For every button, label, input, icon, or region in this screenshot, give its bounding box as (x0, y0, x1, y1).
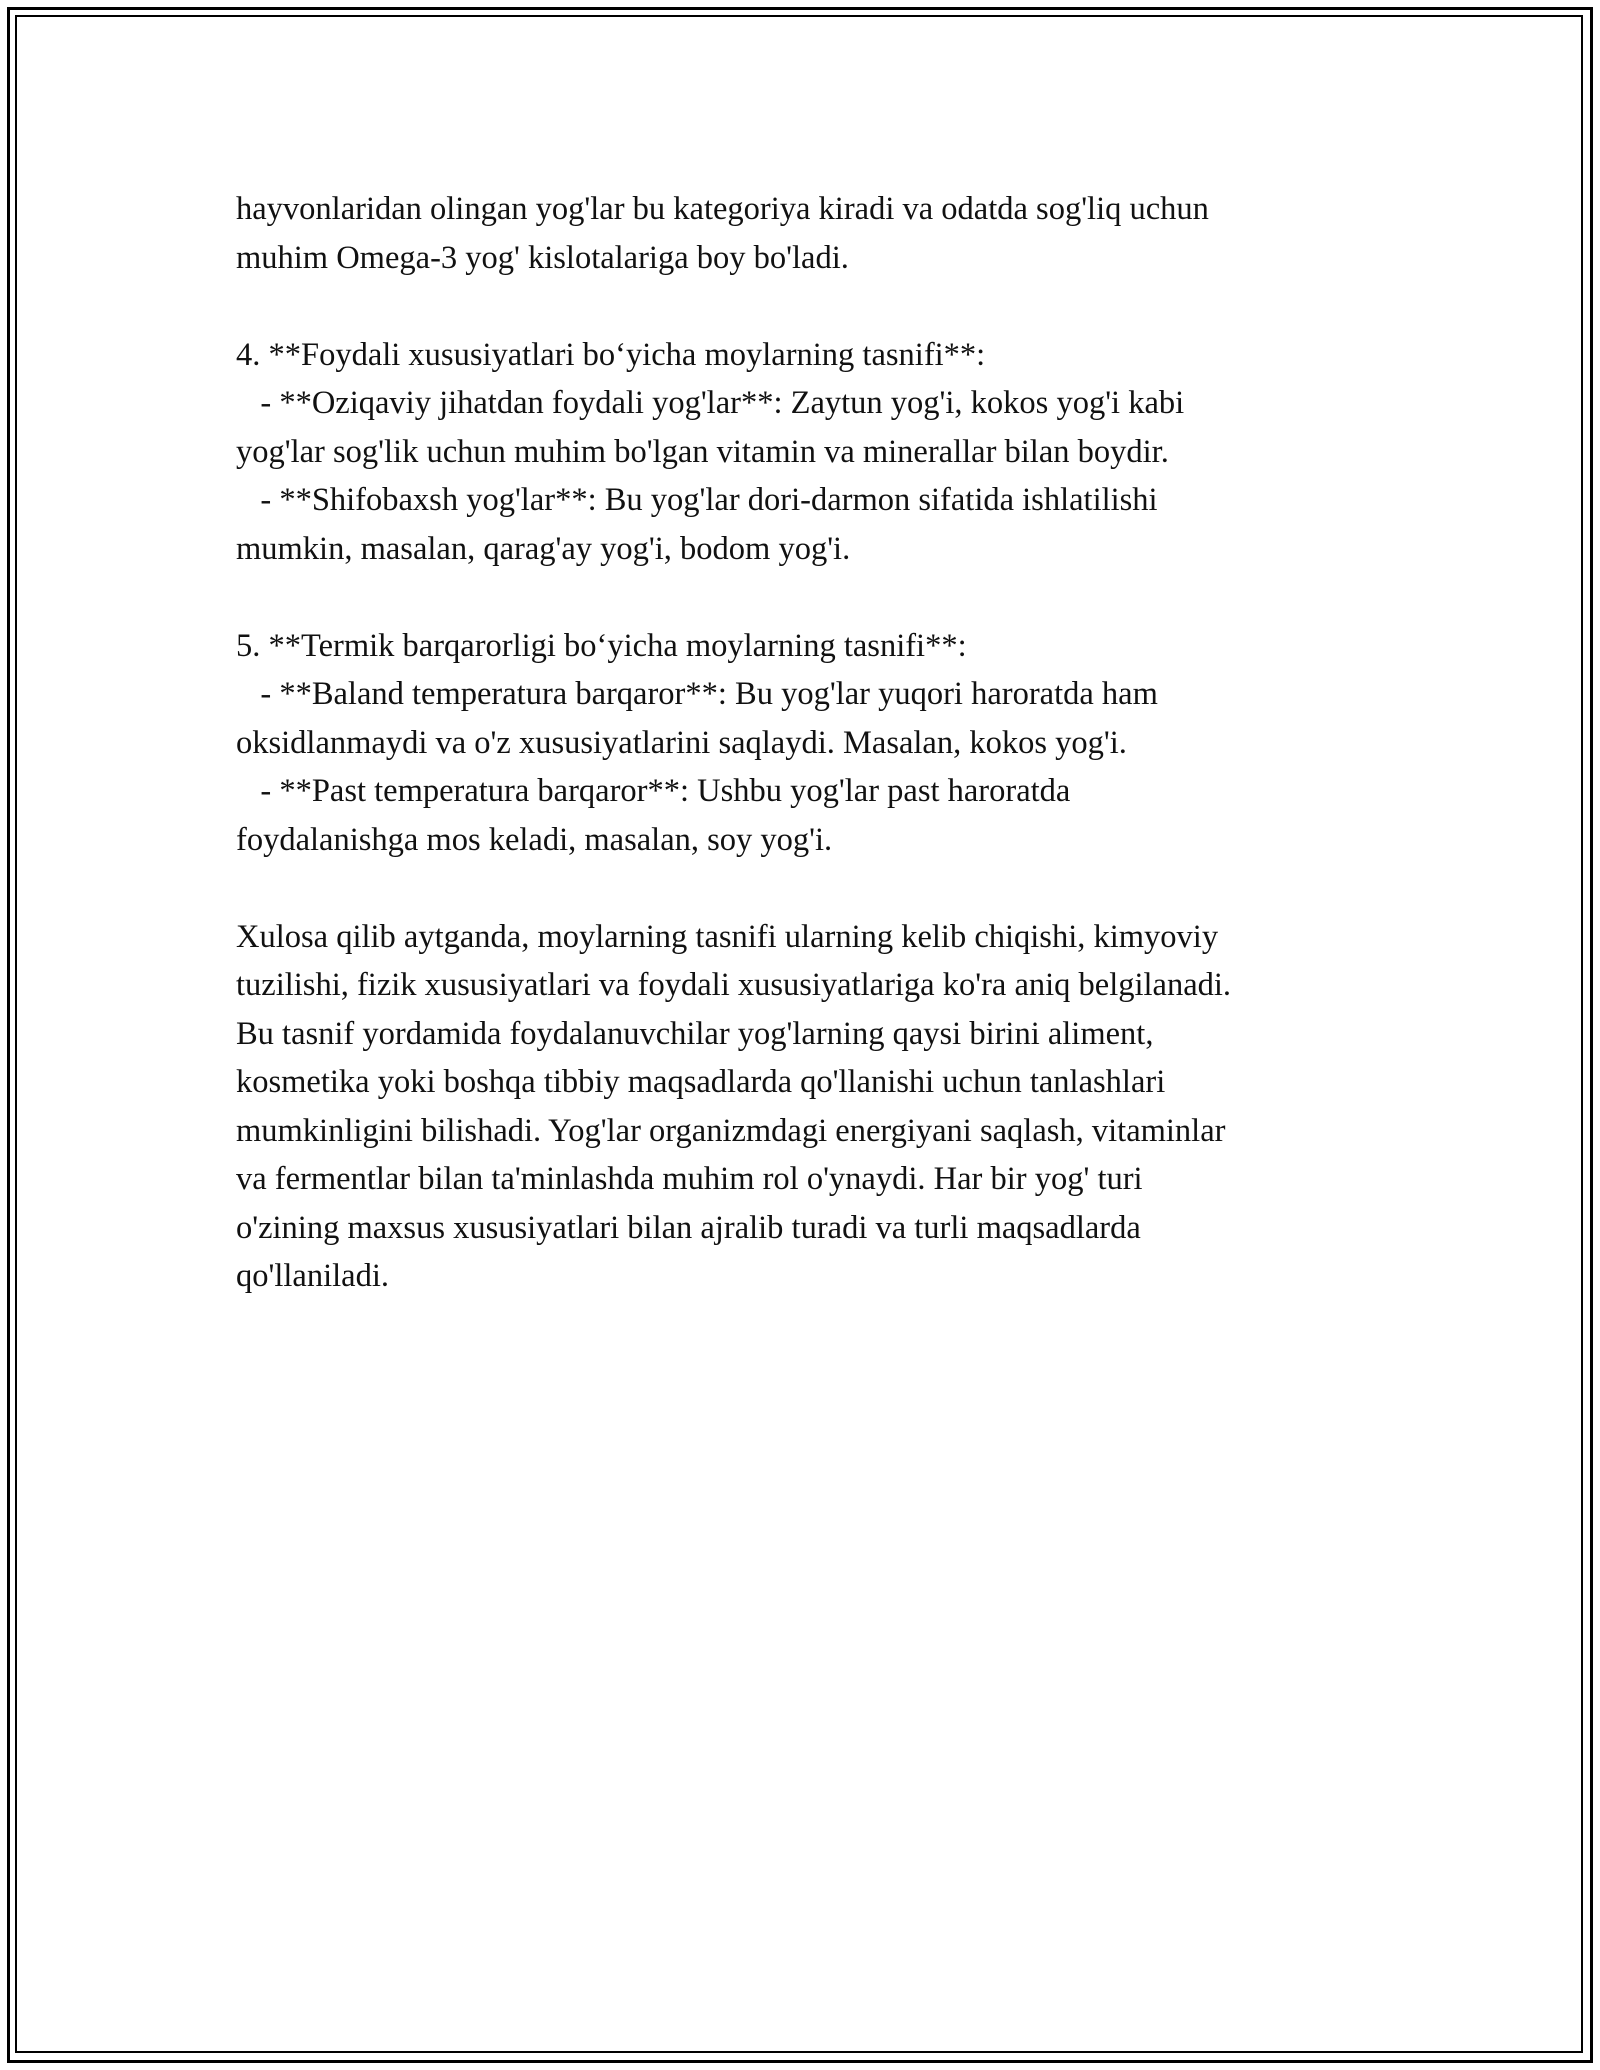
text-line: Bu tasnif yordamida foydalanuvchilar yog'larning qaysi birini aliment, (236, 1015, 1154, 1052)
text-line: - **Oziqaviy jihatdan foydali yog'lar**: Zaytun yog'i, kokos yog'i kabi (236, 385, 1185, 421)
text-line: yog'lar sog'lik uchun muhim bo'lgan vitamin va minerallar bilan boydir. (236, 433, 1169, 470)
text-line: hayvonlaridan olingan yog'lar bu kategoriya kiradi va odatda sog'liq uchun (236, 191, 1209, 227)
text-line: foydalanishga mos keladi, masalan, soy yog'i. (236, 821, 833, 858)
text-line: mumkinligini bilishadi. Yog'lar organizmdagi energiyani saqlash, vitaminlar (236, 1112, 1226, 1149)
document-body (236, 185, 1386, 1301)
text-line: tuzilishi, fizik xususiyatlari va foydali xususiyatlariga ko'ra aniq belgilanadi. (236, 967, 1232, 1003)
text-line: va fermentlar bilan ta'minlashda muhim rol o'ynaydi. Har bir yog' turi (236, 1161, 1143, 1197)
text-line: - **Shifobaxsh yog'lar**: Bu yog'lar dori-darmon sifatida ishlatilishi (236, 482, 1158, 518)
paragraph-spacer (236, 573, 1386, 622)
text-line: qo'llaniladi. (236, 1258, 389, 1294)
intro-paragraph (236, 185, 1386, 282)
section-5-paragraph (236, 622, 1386, 865)
paragraph-spacer (236, 282, 1386, 331)
section-5-heading: 5. **Termik barqarorligi bo‘yicha moylarning tasnifi**: (236, 627, 967, 664)
section-4-paragraph (236, 331, 1386, 574)
text-line: - **Baland temperatura barqaror**: Bu yog'lar yuqori haroratda ham (236, 676, 1158, 712)
conclusion-paragraph (236, 913, 1386, 1301)
paragraph-spacer (236, 864, 1386, 913)
text-line: - **Past temperatura barqaror**: Ushbu yog'lar past haroratda (236, 773, 1071, 809)
text-line: kosmetika yoki boshqa tibbiy maqsadlarda qo'llanishi uchun tanlashlari (236, 1064, 1166, 1100)
text-line: o'zining maxsus xususiyatlari bilan ajralib turadi va turli maqsadlarda (236, 1209, 1141, 1246)
text-line: Xulosa qilib aytganda, moylarning tasnifi ularning kelib chiqishi, kimyoviy (236, 918, 1219, 955)
text-line: muhim Omega-3 yog' kislotalariga boy bo'ladi. (236, 239, 849, 276)
text-line: oksidlanmaydi va o'z xususiyatlarini saqlaydi. Masalan, kokos yog'i. (236, 724, 1127, 761)
text-line: mumkin, masalan, qarag'ay yog'i, bodom yog'i. (236, 530, 851, 567)
section-4-heading: 4. **Foydali xususiyatlari bo‘yicha moylarning tasnifi**: (236, 336, 986, 373)
